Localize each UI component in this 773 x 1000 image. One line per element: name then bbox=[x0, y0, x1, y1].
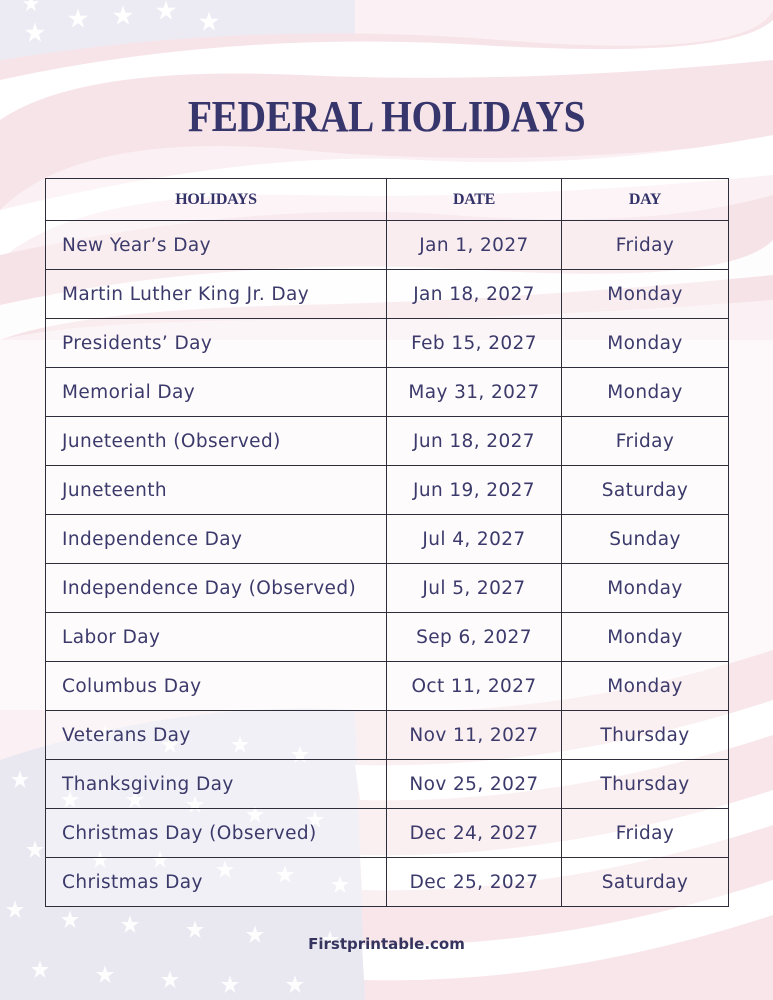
header-day: DAY bbox=[562, 179, 729, 221]
table-row bbox=[46, 221, 729, 270]
header-date: DATE bbox=[387, 179, 562, 221]
table-row bbox=[46, 417, 729, 466]
holiday-date: Sep 6, 2027 bbox=[387, 613, 562, 662]
table-row bbox=[46, 515, 729, 564]
holiday-day: Monday bbox=[562, 662, 729, 711]
holiday-date: Jan 18, 2027 bbox=[387, 270, 562, 319]
holiday-day: Monday bbox=[562, 319, 729, 368]
table-row bbox=[46, 564, 729, 613]
holiday-name: Independence Day (Observed) bbox=[46, 564, 387, 613]
holiday-name: Thanksgiving Day bbox=[46, 760, 387, 809]
holidays-table bbox=[45, 178, 729, 907]
holiday-name: Presidents’ Day bbox=[46, 319, 387, 368]
holiday-name: Martin Luther King Jr. Day bbox=[46, 270, 387, 319]
holiday-date: Feb 15, 2027 bbox=[387, 319, 562, 368]
website-footer: Firstprintable.com bbox=[308, 935, 465, 953]
holiday-day: Friday bbox=[562, 221, 729, 270]
holiday-name: Memorial Day bbox=[46, 368, 387, 417]
header-holidays: HOLIDAYS bbox=[46, 179, 387, 221]
table-row bbox=[46, 613, 729, 662]
holiday-day: Sunday bbox=[562, 515, 729, 564]
holiday-name: Labor Day bbox=[46, 613, 387, 662]
holiday-date: Dec 24, 2027 bbox=[387, 809, 562, 858]
holiday-date: Dec 25, 2027 bbox=[387, 858, 562, 907]
holiday-date: Jul 4, 2027 bbox=[387, 515, 562, 564]
table-row bbox=[46, 466, 729, 515]
holiday-date: Jul 5, 2027 bbox=[387, 564, 562, 613]
holiday-name: Christmas Day (Observed) bbox=[46, 809, 387, 858]
table-row bbox=[46, 858, 729, 907]
holiday-day: Friday bbox=[562, 417, 729, 466]
table-header-row bbox=[46, 179, 729, 221]
holiday-date: Jun 18, 2027 bbox=[387, 417, 562, 466]
holiday-date: Nov 25, 2027 bbox=[387, 760, 562, 809]
holiday-date: Nov 11, 2027 bbox=[387, 711, 562, 760]
table-row bbox=[46, 319, 729, 368]
table-row bbox=[46, 662, 729, 711]
holiday-day: Monday bbox=[562, 564, 729, 613]
holiday-date: May 31, 2027 bbox=[387, 368, 562, 417]
holiday-day: Monday bbox=[562, 613, 729, 662]
holiday-name: Independence Day bbox=[46, 515, 387, 564]
table-row bbox=[46, 368, 729, 417]
holiday-day: Friday bbox=[562, 809, 729, 858]
holiday-day: Saturday bbox=[562, 858, 729, 907]
holiday-name: Juneteenth bbox=[46, 466, 387, 515]
table-row bbox=[46, 270, 729, 319]
holiday-date: Oct 11, 2027 bbox=[387, 662, 562, 711]
holiday-name: New Year’s Day bbox=[46, 221, 387, 270]
holiday-day: Monday bbox=[562, 270, 729, 319]
holiday-name: Juneteenth (Observed) bbox=[46, 417, 387, 466]
holiday-date: Jan 1, 2027 bbox=[387, 221, 562, 270]
holiday-name: Christmas Day bbox=[46, 858, 387, 907]
holiday-date: Jun 19, 2027 bbox=[387, 466, 562, 515]
holiday-day: Saturday bbox=[562, 466, 729, 515]
page-title: FEDERAL HOLIDAYS bbox=[187, 92, 586, 142]
table-row bbox=[46, 711, 729, 760]
table-row bbox=[46, 809, 729, 858]
table-row bbox=[46, 760, 729, 809]
holiday-day: Thursday bbox=[562, 760, 729, 809]
holiday-day: Thursday bbox=[562, 711, 729, 760]
holiday-day: Monday bbox=[562, 368, 729, 417]
holiday-name: Columbus Day bbox=[46, 662, 387, 711]
holiday-name: Veterans Day bbox=[46, 711, 387, 760]
